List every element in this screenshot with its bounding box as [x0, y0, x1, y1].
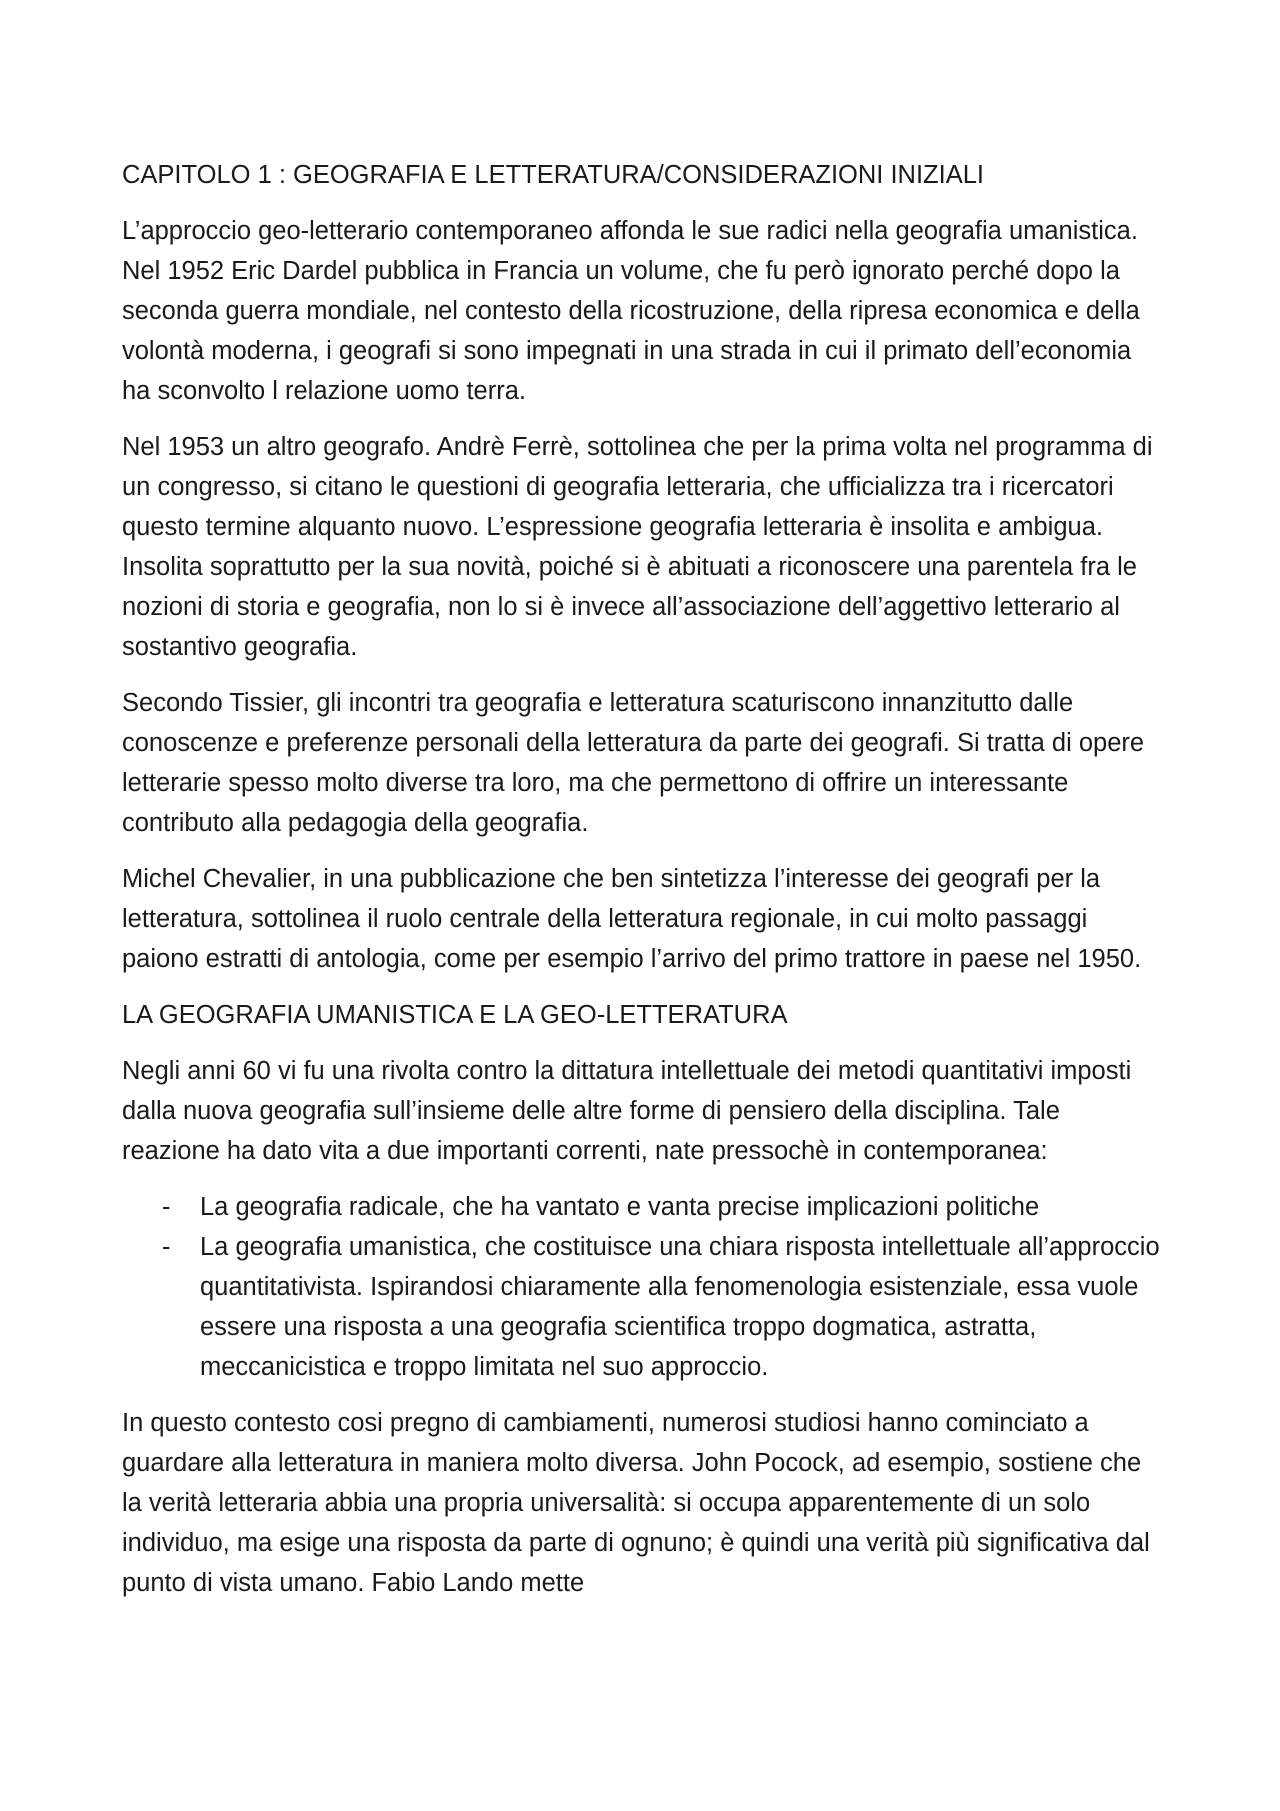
paragraph-tissier: Secondo Tissier, gli incontri tra geografia e letteratura scaturiscono innanzitutto dalle conoscenze e preferenze personali della letteratura da parte dei geografi. Si tratta di opere letterarie spesso molto diverse tra loro, ma che permettono di offrire un interessante contributo alla pedagogia della geografia. — [122, 689, 1145, 837]
paragraph-final: In questo contesto cosi pregno di cambiamenti, numerosi studiosi hanno cominciato a guardare alla letteratura in maniera molto diversa. John Pocock, ad esempio, sostiene che la verità letteraria abbia una propria universalità: si occupa apparentemente di un solo individuo, ma esige una risposta da parte di ognuno; è quindi una verità più significativa dal punto di vista umano. Fabio Lando mette — [122, 1409, 1150, 1597]
list-item-text: La geografia umanistica, che costituisce una chiara risposta intellettuale all’approccio quantitativista. Ispirandosi chiaramente alla fenomenologia esistenziale, essa vuole essere una risposta a una geografia scientifica troppo dogmatica, astratta, meccanicistica e troppo limitata nel suo approccio. — [200, 1233, 1160, 1381]
bullet-dash: - — [162, 1233, 171, 1261]
paragraph-ferre: Nel 1953 un altro geografo. Andrè Ferrè, sottolinea che per la prima volta nel programma di un congresso, si citano le questioni di geografia letteraria, che ufficializza tra i ricercatori questo termine alquanto nuovo. L’espressione geografia letteraria è insolita e ambigua. Insolita soprattutto per la sua novità, poiché si è abituati a riconoscere una parentela fra le nozioni di storia e geografia, non lo si è invece all’associazione dell’aggettivo letterario al sostantivo geografia. — [122, 433, 1153, 661]
paragraph-origins: L’approccio geo-letterario contemporaneo affonda le sue radici nella geografia umanistica. Nel 1952 Eric Dardel pubblica in Francia un volume, che fu però ignorato perché dopo la seconda guerra mondiale, nel contesto della ricostruzione, della ripresa economica e della volontà moderna, i geografi si sono impegnati in una strada in cui il primato dell’economia ha sconvolto l relazione uomo terra. — [122, 217, 1140, 405]
section-title: LA GEOGRAFIA UMANISTICA E LA GEO-LETTERATURA — [122, 1001, 788, 1029]
chapter-title: CAPITOLO 1 : GEOGRAFIA E LETTERATURA/CONSIDERAZIONI INIZIALI — [122, 161, 984, 189]
paragraph-intro: Negli anni 60 vi fu una rivolta contro la dittatura intellettuale dei metodi quantitativi imposti dalla nuova geografia sull’insieme delle altre forme di pensiero della disciplina. Tale reazione ha dato vita a due importanti correnti, nate pressochè in contemporanea: — [122, 1057, 1132, 1165]
bullet-dash: - — [162, 1193, 171, 1221]
list-item — [122, 1187, 1160, 1227]
list-item — [122, 1227, 1160, 1387]
paragraph-chevalier: Michel Chevalier, in una pubblicazione che ben sintetizza l’interesse dei geografi per la letteratura, sottolinea il ruolo centrale della letteratura regionale, in cui molto passaggi paiono estratti di antologia, come per esempio l’arrivo del primo trattore in paese nel 1950. — [122, 865, 1142, 973]
list-item-text: La geografia radicale, che ha vantato e vanta precise implicazioni politiche — [200, 1193, 1040, 1221]
bullet-list — [122, 1187, 1160, 1387]
